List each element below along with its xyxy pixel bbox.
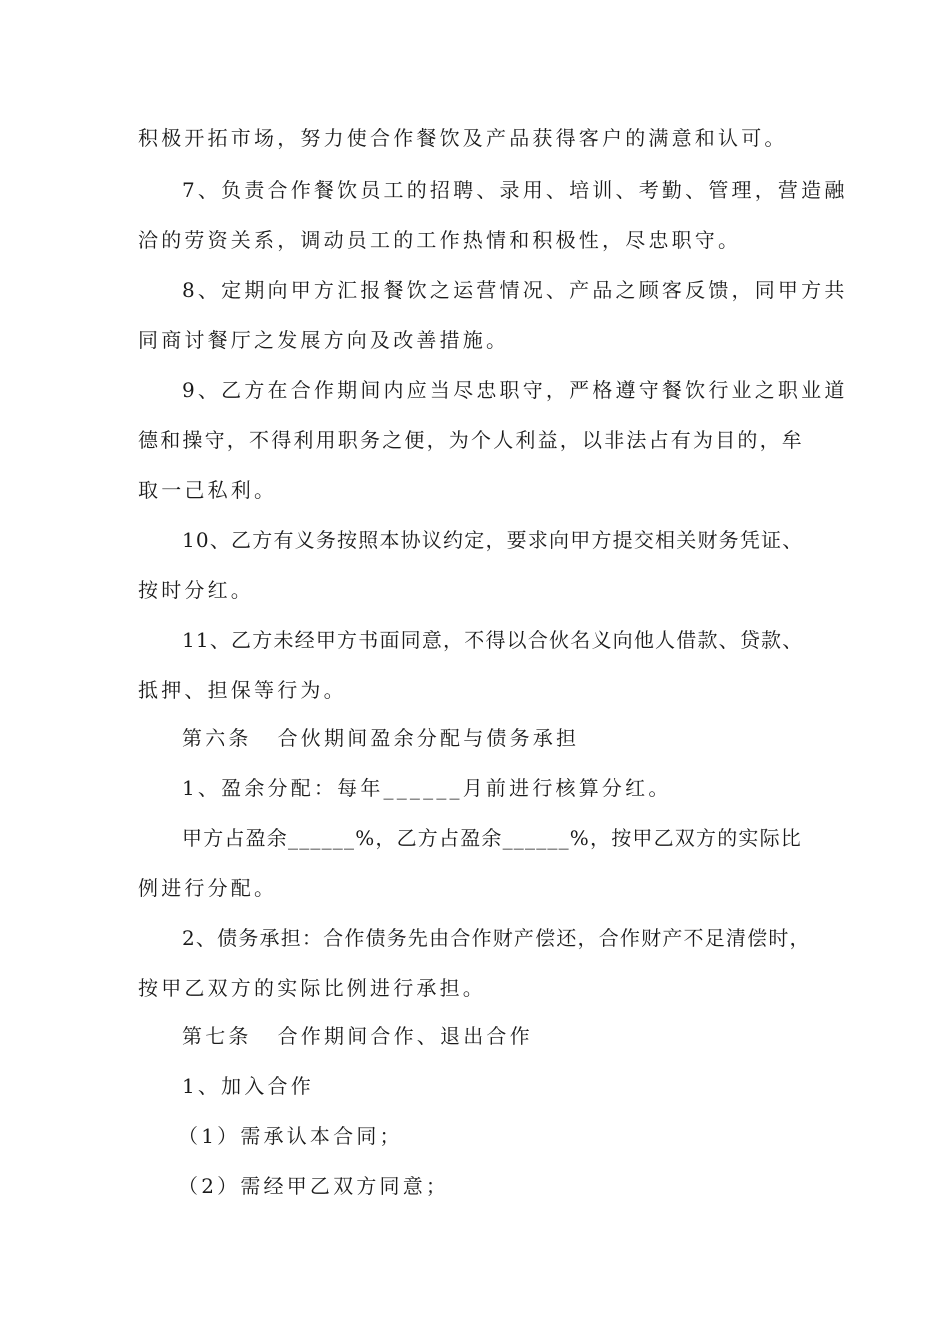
debt-line-1: 2、债务承担：合作债务先由合作财产偿还，合作财产不足清偿时，	[182, 926, 811, 950]
article-7-number: 第七条	[182, 1024, 252, 1048]
clause-8-line-2: 同商讨餐厅之发展方向及改善措施。	[138, 328, 510, 352]
article-6-heading	[182, 724, 579, 752]
clause-9-line-1: 9、乙方在合作期间内应当尽忠职守，严格遵守餐饮行业之职业道	[182, 378, 848, 402]
clause-7-line-2: 洽的劳资关系，调动员工的工作热情和积极性，尽忠职守。	[138, 228, 742, 252]
profit-share-line-2: 例进行分配。	[138, 876, 278, 900]
clause-11-line-1: 11、乙方未经甲方书面同意，不得以合伙名义向他人借款、贷款、	[182, 628, 804, 652]
paragraph-line: 积极开拓市场，努力使合作餐饮及产品获得客户的满意和认可。	[138, 126, 788, 150]
article-7-title: 合作期间合作、退出合作	[277, 1024, 533, 1048]
join-cooperation-heading: 1、加入合作	[182, 1074, 314, 1098]
clause-9-line-2: 德和操守，不得利用职务之便，为个人利益，以非法占有为目的，牟	[138, 428, 804, 452]
article-7-heading	[182, 1022, 533, 1050]
clause-11-line-2: 抵押、担保等行为。	[138, 678, 347, 702]
article-6-title: 合伙期间盈余分配与债务承担	[277, 726, 580, 750]
article-6-number: 第六条	[182, 726, 252, 750]
clause-8-line-1: 8、定期向甲方汇报餐饮之运营情况、产品之顾客反馈，同甲方共	[182, 278, 848, 302]
clause-10-line-1: 10、乙方有义务按照本协议约定，要求向甲方提交相关财务凭证、	[182, 528, 804, 552]
profit-share-line-1: 甲方占盈余______%，乙方占盈余______%，按甲乙双方的实际比	[182, 826, 803, 850]
clause-9-line-3: 取一己私利。	[138, 478, 278, 502]
join-condition-2: （2）需经甲乙双方同意；	[178, 1174, 450, 1198]
profit-distribution-line: 1、盈余分配：每年______月前进行核算分红。	[182, 776, 672, 800]
debt-line-2: 按甲乙双方的实际比例进行承担。	[138, 976, 486, 1000]
clause-10-line-2: 按时分红。	[138, 578, 254, 602]
join-condition-1: （1）需承认本合同；	[178, 1124, 403, 1148]
clause-7-line-1: 7、负责合作餐饮员工的招聘、录用、培训、考勤、管理，营造融	[182, 178, 848, 202]
